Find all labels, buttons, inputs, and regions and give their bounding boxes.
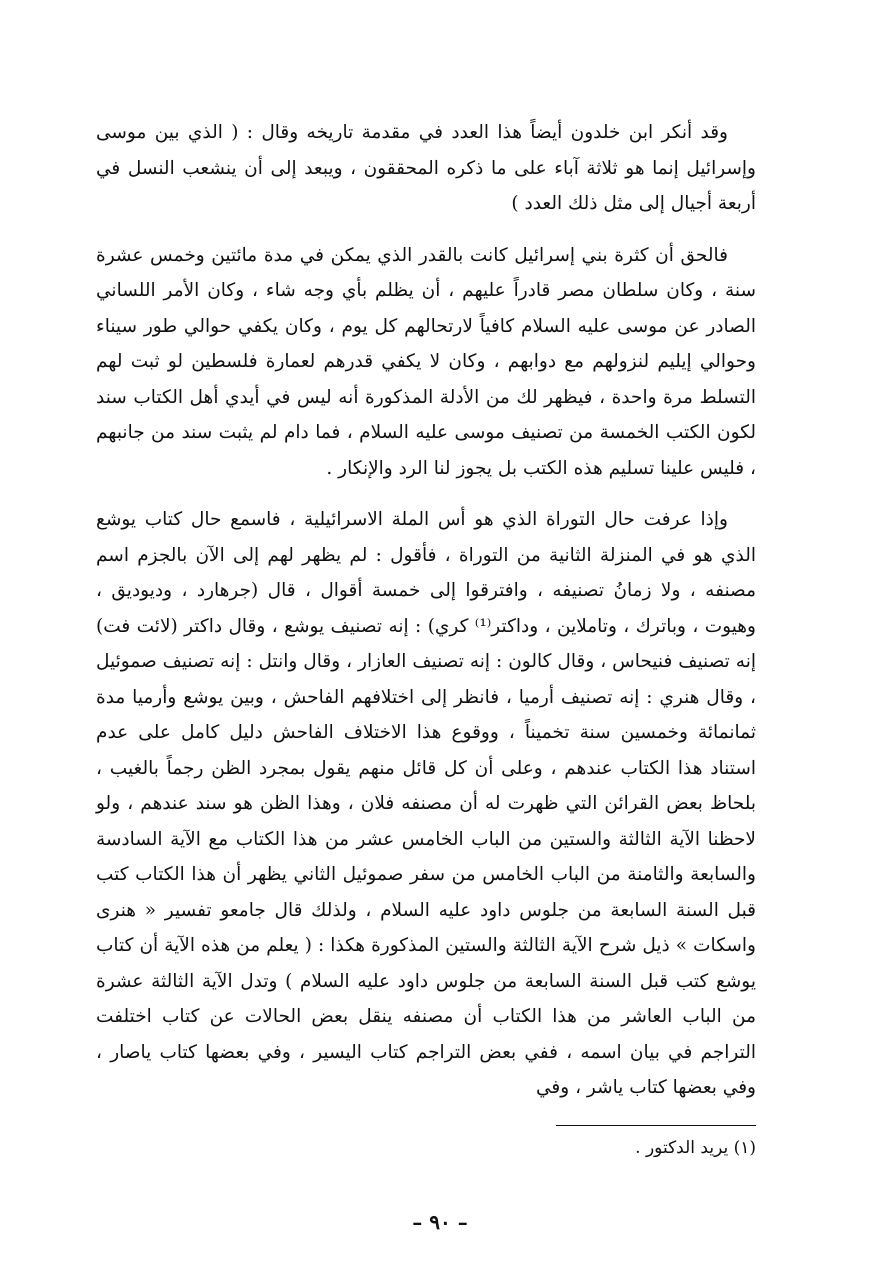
footnote: (١) يريد الدكتور . [635, 1138, 756, 1158]
page-number: – ٩٠ – [412, 1210, 468, 1234]
paragraph-3: وإذا عرفت حال التوراة الذي هو أس الملة الاسرائيلية ، فاسمع حال كتاب يوشع الذي هو في المنزلة الثانية من التوراة ، فأقول : لم يظهر لهم إلى الآن بالجزم اسم مصنفه ، ولا زمانُ تصنيفه ، وافترقوا إلى خمسة أقوال ، قال (جرهارد ، وديوديق ، وهيوت ، وباترك ، وتاملاين ، وداكتر⁽¹⁾ كري) : إنه تصنيف يوشع ، وقال داكتر (لائت فت) إنه تصنيف فنيحاس ، وقال كالون : إنه تصنيف العازار ، وقال وانتل : إنه تصنيف صموئيل ، وقال هنري : إنه تصنيف أرميا ، فانظر إلى اختلافهم الفاحش ، وبين يوشع وأرميا مدة ثمانمائة وخمسين سنة تخميناً ، ووقوع هذا الاختلاف الفاحش دليل كامل على عدم استناد هذا الكتاب عندهم ، وعلى أن كل قائل منهم يقول بمجرد الظن رجماً بالغيب ، بلحاظ بعض القرائن التي ظهرت له أن مصنفه فلان ، وهذا الظن هو سند عندهم ، ولو لاحظنا الآية الثالثة والستين من الباب الخامس عشر من هذا الكتاب مع الآية السادسة والسابعة والثامنة من الباب الخامس من سفر صموئيل الثاني يظهر أن هذا الكتاب كتب قبل السنة السابعة من جلوس داود عليه السلام ، ولذلك قال جامعو تفسير « هنرى واسكات » ذيل شرح الآية الثالثة والستين المذكورة هكذا : ( يعلم من هذه الآية أن كتاب يوشع كتب قبل السنة السابعة من جلوس داود عليه السلام ) وتدل الآية الثالثة عشرة من الباب العاشر من هذا الكتاب أن مصنفه ينقل بعض الحالات عن كتاب اختلفت التراجم في بيان اسمه ، ففي بعض التراجم كتاب اليسير ، وفي بعضها كتاب ياصار ، وفي بعضها كتاب ياشر ، وفي [96, 509, 756, 1098]
paragraph-1: وقد أنكر ابن خلدون أيضاً هذا العدد في مقدمة تاريخه وقال : ( الذي بين موسى وإسرائيل إنما هو ثلاثة آباء على ما ذكره المحققون ، ويبعد إلى أن ينشعب النسل في أربعة أجيال إلى مثل ذلك العدد ) [96, 122, 756, 214]
main-text-block [96, 115, 756, 1106]
paragraph-2: فالحق أن كثرة بني إسرائيل كانت بالقدر الذي يمكن في مدة مائتين وخمس عشرة سنة ، وكان سلطان مصر قادراً عليهم ، أن يظلم بأي وجه شاء ، وكان الأمر اللساني الصادر عن موسى عليه السلام كافياً لارتحالهم كل يوم ، وكان يكفي حوالي طور سيناء وحوالي إيليم لنزولهم مع دوابهم ، وكان لا يكفي قدرهم لعمارة فلسطين لو ثبت لهم التسلط مرة واحدة ، فيظهر لك من الأدلة المذكورة أنه ليس في أيدي أهل الكتاب سند لكون الكتب الخمسة من تصنيف موسى عليه السلام ، فما دام لم يثبت سند من جانبهم ، فليس علينا تسليم هذه الكتب بل يجوز لنا الرد والإنكار . [96, 244, 756, 479]
footnote-divider [556, 1125, 756, 1126]
